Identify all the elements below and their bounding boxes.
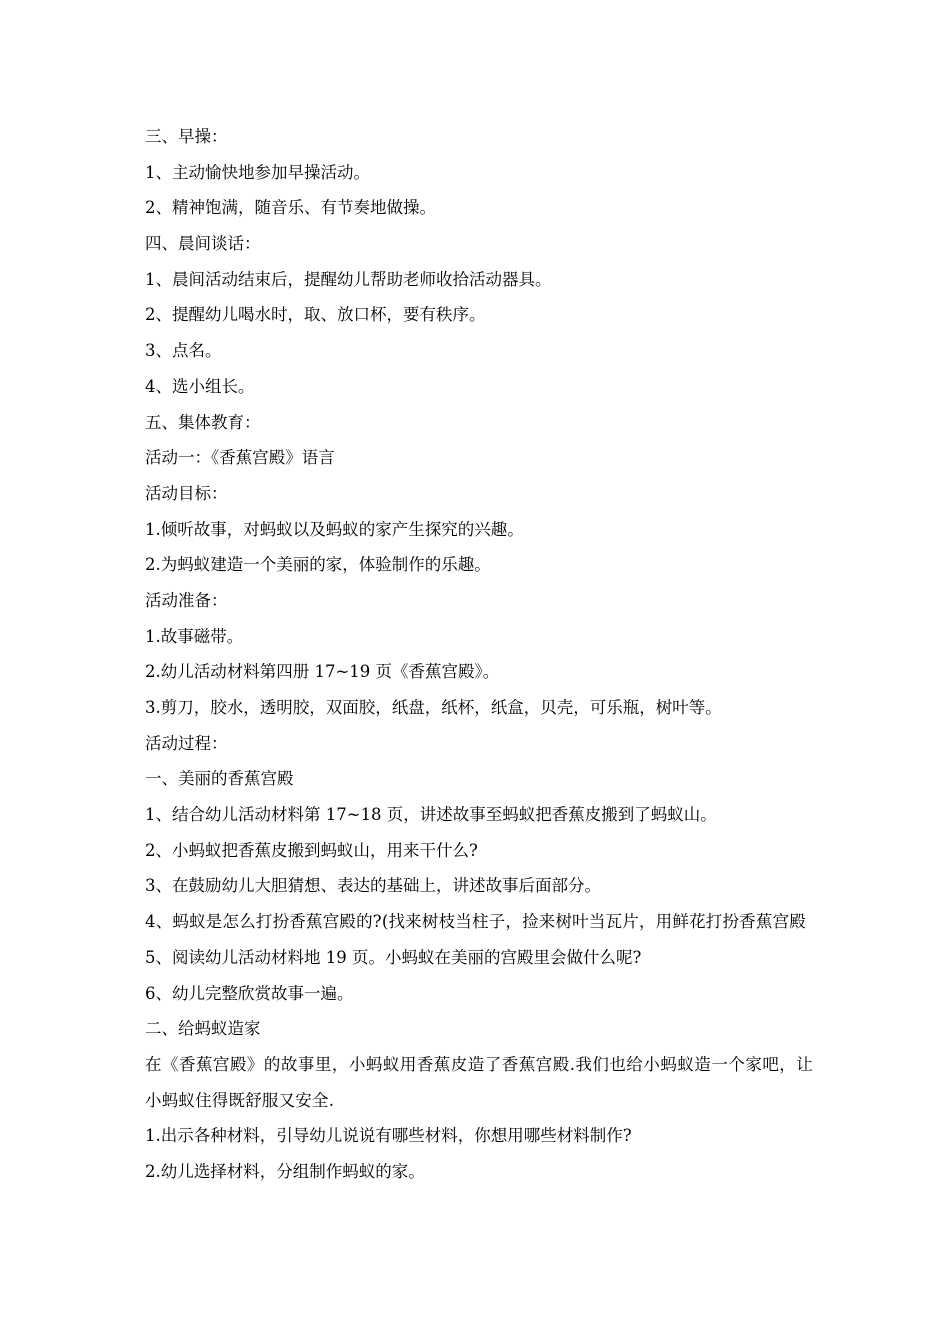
heading-morning-talk: 四、晨间谈话： bbox=[145, 234, 261, 254]
text-line: 2.为蚂蚁建造一个美丽的家，体验制作的乐趣。 bbox=[145, 555, 491, 575]
text-line: 2.幼儿活动材料第四册 17~19 页《香蕉宫殿》。 bbox=[145, 662, 500, 682]
text-line: 1、主动愉快地参加早操活动。 bbox=[145, 162, 370, 182]
paragraph-decorate-palace: 4、蚂蚁是怎么打扮香蕉宫殿的?(找来树枝当柱子，捡来树叶当瓦片，用鲜花打扮香蕉宫殿 bbox=[145, 912, 806, 932]
text-line: 3、在鼓励幼儿大胆猜想、表达的基础上，讲述故事后面部分。 bbox=[145, 876, 601, 896]
text-line: 1.出示各种材料，引导幼儿说说有哪些材料，你想用哪些材料制作? bbox=[145, 1126, 632, 1146]
heading-group-education: 五、集体教育： bbox=[145, 412, 261, 432]
subheading-build-ant-home: 二、给蚂蚁造家 bbox=[145, 1019, 261, 1039]
text-line: 3.剪刀，胶水，透明胶，双面胶，纸盘，纸杯，纸盒，贝壳，可乐瓶，树叶等。 bbox=[145, 698, 722, 717]
text-line: 1、结合幼儿活动材料第 17~18 页，讲述故事至蚂蚁把香蕉皮搬到了蚂蚁山。 bbox=[145, 805, 717, 825]
text-line: 2.幼儿选择材料，分组制作蚂蚁的家。 bbox=[145, 1161, 425, 1181]
text-line: 1.故事磁带。 bbox=[145, 626, 244, 646]
document-body bbox=[145, 119, 813, 1190]
text-line: 2、精神饱满，随音乐、有节奏地做操。 bbox=[145, 198, 436, 218]
text-line: 3、点名。 bbox=[145, 341, 222, 361]
heading-activity-preparation: 活动准备： bbox=[145, 590, 228, 610]
heading-activity-goals: 活动目标： bbox=[145, 483, 228, 503]
text-line: 2、小蚂蚁把香蕉皮搬到蚂蚁山，用来干什么? bbox=[145, 840, 478, 860]
paragraph-story-intro: 在《香蕉宫殿》的故事里，小蚂蚁用香蕉皮造了香蕉宫殿.我们也给小蚂蚁造一个家吧，让小蚂蚁住得既舒服又安全. bbox=[145, 1054, 813, 1110]
text-line: 5、阅读幼儿活动材料地 19 页。小蚂蚁在美丽的宫殿里会做什么呢? bbox=[145, 947, 642, 967]
text-line: 1.倾听故事，对蚂蚁以及蚂蚁的家产生探究的兴趣。 bbox=[145, 519, 524, 539]
text-line: 6、幼儿完整欣赏故事一遍。 bbox=[145, 983, 354, 1003]
heading-morning-exercise: 三、早操： bbox=[145, 127, 228, 146]
text-line: 1、晨间活动结束后，提醒幼儿帮助老师收拾活动器具。 bbox=[145, 269, 552, 289]
activity-title: 活动一：《香蕉宫殿》语言 bbox=[145, 448, 335, 468]
subheading-banana-palace: 一、美丽的香蕉宫殿 bbox=[145, 769, 294, 789]
heading-activity-process: 活动过程： bbox=[145, 733, 228, 753]
text-line: 2、提醒幼儿喝水时，取、放口杯，要有秩序。 bbox=[145, 305, 486, 325]
text-line: 4、选小组长。 bbox=[145, 376, 255, 396]
